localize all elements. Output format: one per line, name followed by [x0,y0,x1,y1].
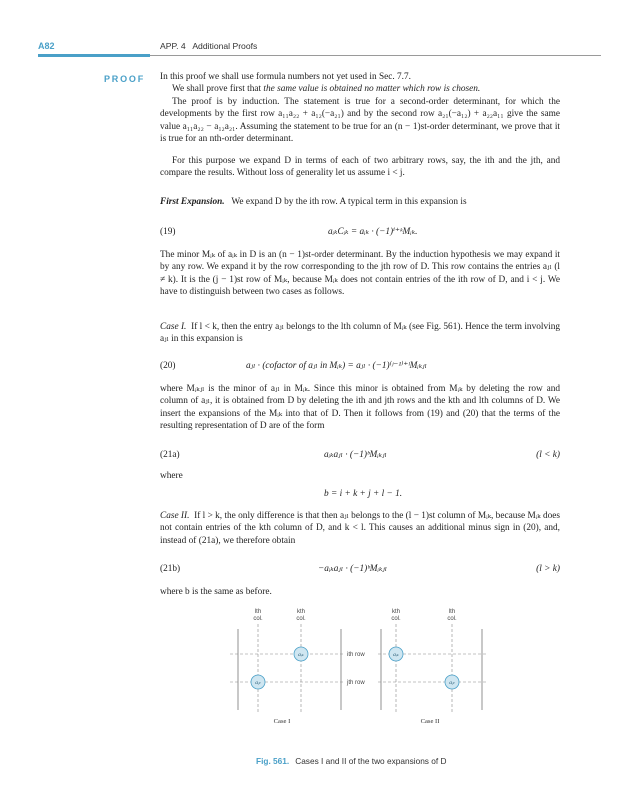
equation-number: (20) [160,361,176,371]
paragraph-text: For this purpose we expand D in terms of each of two arbitrary rows, say, the ith and the jth, and compare the results. Without loss of generality let us assume i < j. [160,156,560,179]
equation-19: aᵢₖCᵢₖ = aᵢₖ · (−1)ⁱ⁺ᵏMᵢₖ. [328,227,418,237]
claim-italic: the same value is obtained no matter which row is chosen. [263,84,481,94]
paragraph-text: We shall prove first that [172,84,264,94]
equation-20: aⱼₗ · (cofactor of aⱼₗ in Mᵢₖ) = aⱼₗ · (−1)⁽ʲ⁻¹⁾⁺ˡMᵢₖⱼₗ [246,361,427,371]
col-l-label-line2: col. [253,616,263,622]
paragraph-text: The proof is by induction. The statement is true for a second-order determinant, for which the developments by the first row a₁₁a₂₂ + a₁₂(−a₂₁) and by the second row a₂₁(−a₁₂) + a₂₂a₁₁ give the same value a₁₁a₂₂ − a₁₂a₂₁. Assuming the statement to be true for an (n − 1)st-order determinant, we prove that it is true for an nth-order determinant. [160,97,560,145]
equation-21b: −aᵢₖaⱼₗ · (−1)ᵇMᵢₖⱼₗ [318,564,388,574]
case-label: Case I. [160,322,187,332]
case-label: Case II. [160,511,190,521]
paragraph-text: We expand D by the ith row. A typical term in this expansion is [224,197,467,207]
equation-number: (21a) [160,450,180,460]
paragraph-purpose [160,155,560,180]
circle-a-ik-label: aᵢₖ [393,652,399,658]
figure-561 [230,607,490,747]
page-number: A82 [38,41,55,51]
circle-a-ik-label: aᵢₖ [298,652,304,658]
case-2-label: Case II [420,718,440,725]
paragraph-text: where Mᵢₖⱼₗ is the minor of aⱼₗ in Mᵢₖ. Since this minor is obtained from Mᵢₖ by deleting the row and column of aⱼₗ, it is obtained from D by deleting the ith and jth rows and the kth and lth columns of D. We insert the expansions of the Mᵢₖ into that of D. Then it follows from (19) and (20) that the terms of the resulting representation of D are of the form [160,384,560,432]
row-j-label: jth row [347,680,365,686]
figure-caption [256,755,446,767]
paragraph-text: If l > k, the only difference is that then aⱼₗ belongs to the (l − 1)st column of Mᵢₖ, because Mᵢₖ does not contain entries of the kth column of D, and k < l. This causes an additional minus sign in (20), and, instead of (21a), we therefore obtain [160,511,563,546]
proof-label: PROOF [104,74,146,84]
paragraph-minor [160,249,560,299]
col-k-label-line1: kth [296,609,306,615]
col-k-label-line2: col. [391,616,401,622]
paragraph-text: In this proof we shall use formula numbers not yet used in Sec. 7.7. [160,72,411,82]
equation-number: (21b) [160,564,181,574]
running-head: APP. 4 Additional Proofs [160,41,258,51]
col-k-label-line2: col. [296,616,306,622]
paragraph-text: If l < k, then the entry aⱼₗ belongs to the lth column of Mᵢₖ (see Fig. 561). Hence the term involving aⱼₗ in this expansion is [160,322,563,345]
paragraph-claim [160,83,560,95]
equation-21a: aᵢₖaⱼₗ · (−1)ᵇMᵢₖⱼₗ [324,450,387,460]
paragraph-induction [160,96,560,146]
circle-a-jl-label: aⱼₗ [449,680,455,686]
section-heading: First Expansion. [160,197,225,207]
equation-b: b = i + k + j + l − 1. [324,489,403,499]
col-l-label-line1: lth [254,609,262,615]
paragraph-case-2 [160,510,563,547]
paragraph-text: The minor Mᵢₖ of aᵢₖ in D is an (n − 1)st-order determinant. By the induction hypothesis we may expand it by any row. We expand it by the row corresponding to the jth row of D. This row contains the entries aⱼₗ (l ≠ k). It is the (j − 1)st row of Mᵢₖ, because Mᵢₖ does not contain entries of the ith row of D, and i < j. We have to distinguish between two cases as follows. [160,250,560,298]
equation-number: (19) [160,227,176,237]
col-k-label-line1: kth [391,609,401,615]
case-1-matrix [230,609,344,725]
case-1-label: Case I [273,718,291,725]
paragraph-intro [160,71,560,83]
header-rule [150,55,601,56]
equation-condition: (l < k) [536,450,560,460]
paragraph-first-expansion [160,196,560,208]
circle-a-jl-label: aⱼₗ [255,680,261,686]
row-i-label: ith row [347,652,365,658]
paragraph-where: where [160,471,183,481]
col-l-label-line1: lth [448,609,456,615]
caption-text: Cases I and II of the two expansions of D [295,756,447,766]
col-l-label-line2: col. [447,616,457,622]
paragraph-same-b: where b is the same as before. [160,587,272,597]
figure-number: Fig. 561. [256,756,290,766]
header-rule-accent [38,54,150,57]
paragraph-case-1 [160,321,563,346]
equation-condition: (l > k) [536,564,560,574]
paragraph-minor-of-minor [160,383,560,433]
case-2-matrix [378,609,486,725]
